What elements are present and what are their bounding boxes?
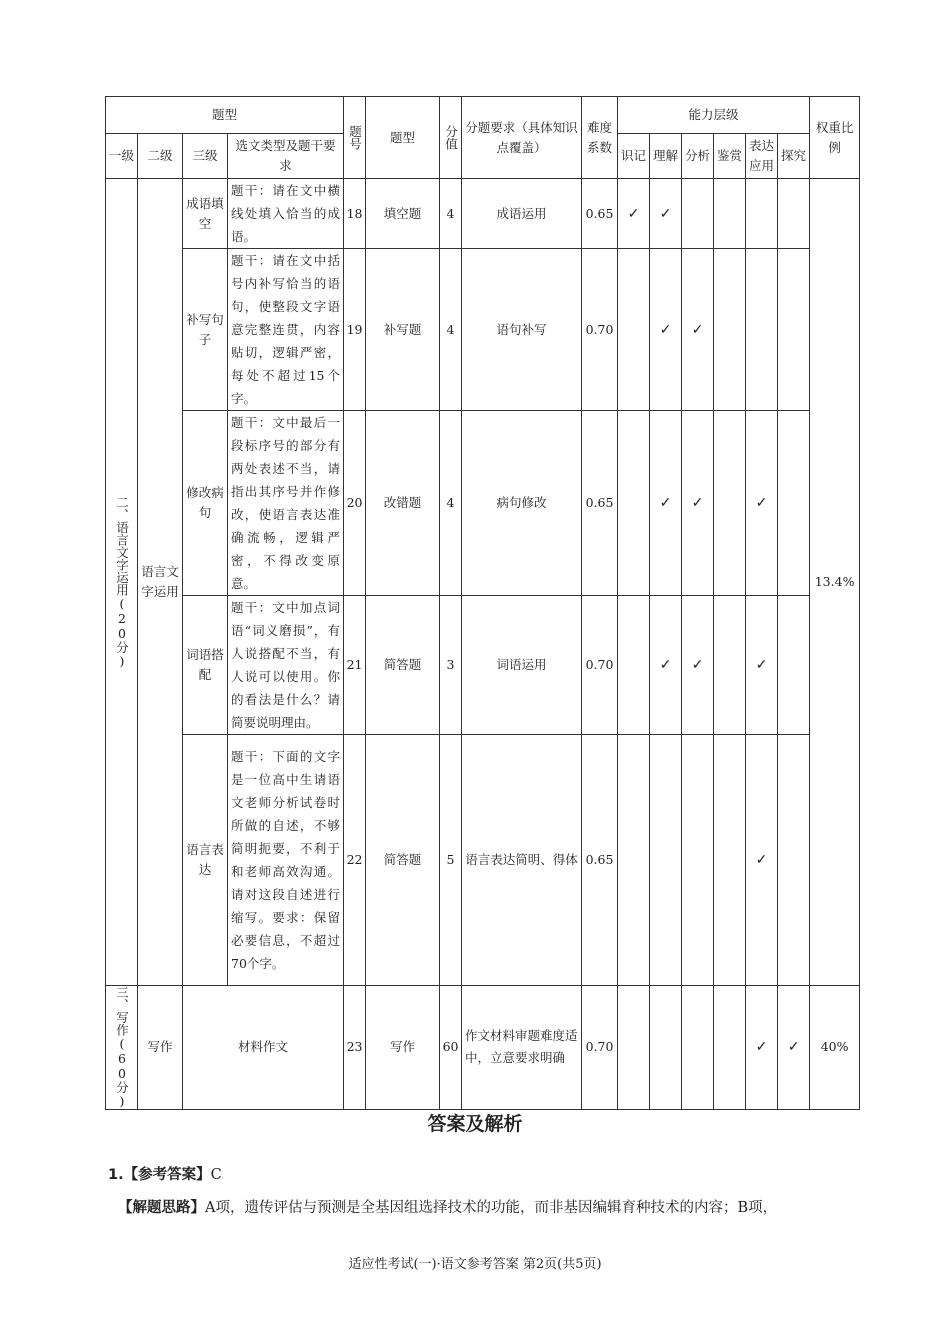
row-score: 4 bbox=[440, 411, 462, 596]
row-diff: 0.65 bbox=[582, 179, 618, 249]
section2-level1: 二、语言文字运用(20分) bbox=[106, 179, 138, 986]
check-mark: ✓ bbox=[650, 249, 682, 411]
check-mark bbox=[650, 735, 682, 986]
row-score: 4 bbox=[440, 249, 462, 411]
answer-q1-explanation bbox=[118, 1196, 777, 1217]
section3-material: 材料作文 bbox=[183, 986, 344, 1110]
row-req: 病句修改 bbox=[462, 411, 582, 596]
table-row bbox=[106, 596, 860, 735]
row-req: 作文材料审题难度适中，立意要求明确 bbox=[462, 986, 582, 1110]
check-mark: ✓ bbox=[650, 179, 682, 249]
header-ability: 能力层级 bbox=[618, 97, 810, 134]
table-row bbox=[106, 411, 860, 596]
row-stem: 题干：文中最后一段标序号的部分有两处表述不当，请指出其序号并作修改，使语言表达准确流畅，逻辑严密，不得改变原意。 bbox=[228, 411, 344, 596]
row-type: 简答题 bbox=[366, 735, 440, 986]
header-level3: 三级 bbox=[183, 134, 228, 179]
row-diff: 0.70 bbox=[582, 249, 618, 411]
header-text-type: 选文类型及题干要求 bbox=[228, 134, 344, 179]
row-level3: 修改病句 bbox=[183, 411, 228, 596]
check-mark bbox=[778, 596, 810, 735]
row-no: 23 bbox=[344, 986, 366, 1110]
check-mark: ✓ bbox=[746, 411, 778, 596]
header-fenzhi: 分值 bbox=[440, 97, 462, 179]
answer-title: 答案及解析 bbox=[427, 1113, 523, 1135]
header-requirement: 分题要求（具体知识点覆盖） bbox=[462, 97, 582, 179]
header-tixing-group: 题型 bbox=[106, 97, 344, 134]
row-level3: 成语填空 bbox=[183, 179, 228, 249]
row-diff: 0.65 bbox=[582, 411, 618, 596]
check-mark bbox=[618, 411, 650, 596]
row-stem: 题干：请在文中括号内补写恰当的语句，使整段文字语意完整连贯，内容贴切，逻辑严密，每处不超过15个字。 bbox=[228, 249, 344, 411]
header-difficulty: 难度系数 bbox=[582, 97, 618, 179]
row-req: 语句补写 bbox=[462, 249, 582, 411]
check-mark bbox=[778, 735, 810, 986]
row-no: 19 bbox=[344, 249, 366, 411]
check-mark bbox=[714, 735, 746, 986]
section3-level2: 写作 bbox=[138, 986, 183, 1110]
check-mark bbox=[746, 179, 778, 249]
row-stem: 题干：请在文中横线处填入恰当的成语。 bbox=[228, 179, 344, 249]
header-ability-biaoda: 表达应用 bbox=[746, 134, 778, 179]
header-weight: 权重比例 bbox=[810, 97, 860, 179]
row-diff: 0.70 bbox=[582, 596, 618, 735]
row-score: 3 bbox=[440, 596, 462, 735]
header-ability-lijie: 理解 bbox=[650, 134, 682, 179]
check-mark bbox=[714, 249, 746, 411]
row-type: 改错题 bbox=[366, 411, 440, 596]
answer-q1-choice: C bbox=[210, 1167, 222, 1183]
row-score: 5 bbox=[440, 735, 462, 986]
check-mark bbox=[682, 986, 714, 1110]
check-mark bbox=[778, 249, 810, 411]
answer-q1-prefix: 1.【参考答案】 bbox=[108, 1167, 211, 1183]
check-mark bbox=[778, 179, 810, 249]
header-level1: 一级 bbox=[106, 134, 138, 179]
check-mark: ✓ bbox=[650, 411, 682, 596]
section3-weight: 40% bbox=[810, 986, 860, 1110]
section2-level2: 语言文字运用 bbox=[138, 179, 183, 986]
header-level2: 二级 bbox=[138, 134, 183, 179]
exam-spec-table bbox=[105, 96, 860, 1110]
row-no: 22 bbox=[344, 735, 366, 986]
header-row-1 bbox=[106, 97, 860, 134]
table-row bbox=[106, 179, 860, 249]
check-mark bbox=[714, 986, 746, 1110]
row-req: 语言表达简明、得体 bbox=[462, 735, 582, 986]
row-score: 60 bbox=[440, 986, 462, 1110]
row-level3: 补写句子 bbox=[183, 249, 228, 411]
section2-weight: 13.4% bbox=[810, 179, 860, 986]
check-mark: ✓ bbox=[682, 596, 714, 735]
check-mark: ✓ bbox=[778, 986, 810, 1110]
row-req: 词语运用 bbox=[462, 596, 582, 735]
row-type: 补写题 bbox=[366, 249, 440, 411]
check-mark: ✓ bbox=[746, 596, 778, 735]
check-mark: ✓ bbox=[682, 411, 714, 596]
header-ability-shiji: 识记 bbox=[618, 134, 650, 179]
row-stem: 题干：下面的文字是一位高中生请语文老师分析试卷时所做的自述，不够简明扼要，不利于和老师高效沟通。请对这段自述进行缩写。要求：保留必要信息，不超过70个字。 bbox=[228, 735, 344, 986]
check-mark: ✓ bbox=[682, 249, 714, 411]
check-mark bbox=[778, 411, 810, 596]
check-mark bbox=[746, 249, 778, 411]
header-ability-fenxi: 分析 bbox=[682, 134, 714, 179]
check-mark: ✓ bbox=[618, 179, 650, 249]
table-row bbox=[106, 249, 860, 411]
table-row bbox=[106, 735, 860, 986]
check-mark bbox=[682, 179, 714, 249]
check-mark bbox=[714, 411, 746, 596]
header-ability-jianshang: 鉴赏 bbox=[714, 134, 746, 179]
check-mark bbox=[618, 249, 650, 411]
row-no: 18 bbox=[344, 179, 366, 249]
row-diff: 0.70 bbox=[582, 986, 618, 1110]
row-stem: 题干：文中加点词语“词义磨损”，有人说搭配不当，有人说可以使用。你的看法是什么？请简要说明理由。 bbox=[228, 596, 344, 735]
row-no: 20 bbox=[344, 411, 366, 596]
check-mark bbox=[618, 735, 650, 986]
check-mark bbox=[714, 179, 746, 249]
table-row bbox=[106, 986, 860, 1110]
check-mark bbox=[682, 735, 714, 986]
row-score: 4 bbox=[440, 179, 462, 249]
row-type: 简答题 bbox=[366, 596, 440, 735]
check-mark bbox=[714, 596, 746, 735]
check-mark: ✓ bbox=[746, 735, 778, 986]
check-mark: ✓ bbox=[746, 986, 778, 1110]
answer-q1-text: A项，遗传评估与预测是全基因组选择技术的功能，而非基因编辑育种技术的内容；B项， bbox=[205, 1200, 778, 1216]
row-type: 写作 bbox=[366, 986, 440, 1110]
row-level3: 词语搭配 bbox=[183, 596, 228, 735]
check-mark bbox=[650, 986, 682, 1110]
header-tixing: 题型 bbox=[366, 97, 440, 179]
check-mark: ✓ bbox=[650, 596, 682, 735]
answer-q1 bbox=[108, 1163, 222, 1184]
row-req: 成语运用 bbox=[462, 179, 582, 249]
row-level3: 语言表达 bbox=[183, 735, 228, 986]
row-type: 填空题 bbox=[366, 179, 440, 249]
check-mark bbox=[618, 596, 650, 735]
check-mark bbox=[618, 986, 650, 1110]
row-no: 21 bbox=[344, 596, 366, 735]
header-ability-tanjiu: 探究 bbox=[778, 134, 810, 179]
row-diff: 0.65 bbox=[582, 735, 618, 986]
page-footer: 适应性考试(一)·语文参考答案 第2页(共5页) bbox=[348, 1257, 602, 1272]
header-tihao: 题号 bbox=[344, 97, 366, 179]
answer-q1-label: 【解题思路】 bbox=[118, 1200, 205, 1216]
section3-level1: 三、写作(60分) bbox=[106, 986, 138, 1110]
